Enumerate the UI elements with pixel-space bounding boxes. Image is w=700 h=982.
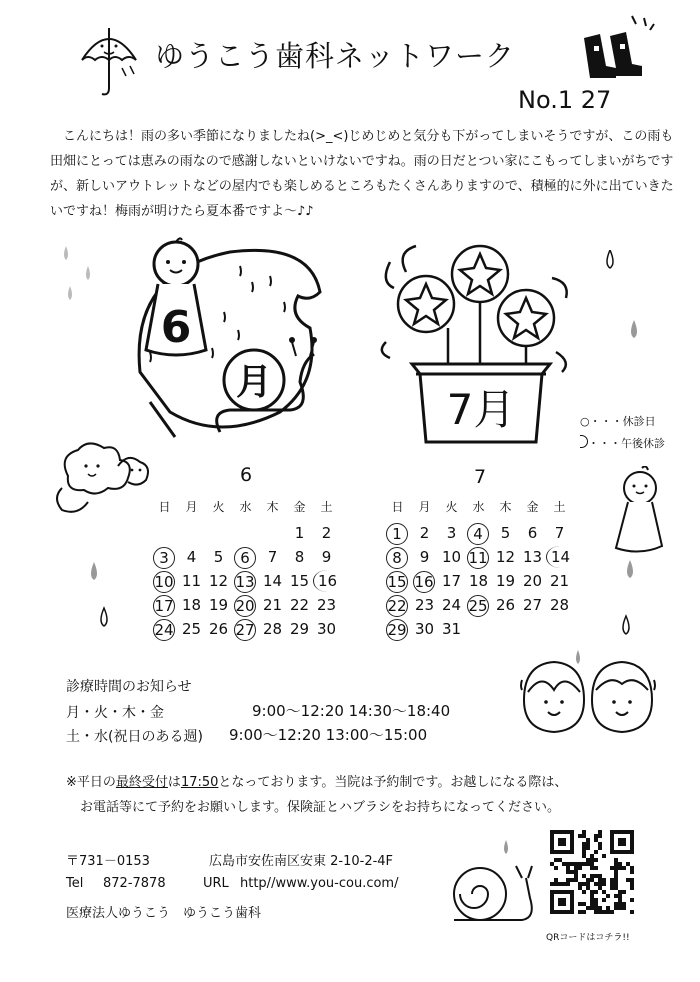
rain-boots-icon (570, 14, 670, 84)
qr-module (614, 878, 618, 882)
qr-module (586, 862, 590, 866)
appointment-notice (66, 770, 686, 820)
qr-module (554, 866, 558, 870)
july-day-30: 30 (414, 620, 435, 638)
teru-teru-bozu-icon (606, 466, 666, 556)
qr-module (590, 894, 594, 898)
qr-module (586, 838, 590, 842)
june-day-11: 11 (181, 572, 202, 590)
qr-module (566, 870, 570, 874)
qr-module (578, 866, 582, 870)
issue-number: No.1 27 (518, 86, 612, 114)
qr-module (566, 882, 570, 886)
july-weekday-header: 木 (499, 500, 512, 514)
qr-module (606, 910, 610, 914)
qr-module (614, 882, 618, 886)
qr-module (582, 834, 586, 838)
june-leaf-number: 6 (160, 302, 192, 353)
qr-module (582, 902, 586, 906)
qr-module (558, 882, 562, 886)
notice-mid: は (167, 775, 181, 790)
june-day-25: 25 (181, 620, 202, 638)
qr-module (582, 850, 586, 854)
qr-module (630, 878, 634, 882)
qr-module (598, 906, 602, 910)
notice-time: 17:50 (180, 775, 219, 790)
july-weekday-header: 月 (418, 500, 431, 514)
qr-module (566, 866, 570, 870)
qr-module (630, 870, 634, 874)
july-pot-label: 7月 (446, 385, 516, 434)
july-weekday-header: 土 (553, 500, 566, 514)
qr-module (594, 834, 598, 838)
qr-module (554, 878, 558, 882)
qr-module (590, 874, 594, 878)
qr-module (614, 906, 618, 910)
qr-module (578, 882, 582, 886)
umbrella-icon (74, 20, 144, 100)
june-day-21: 21 (262, 596, 283, 614)
july-weekday-header: 水 (472, 500, 485, 514)
hours-row-saturday-days: 土・水(祝日のある週) (66, 729, 203, 745)
hours-row-weekday-time: 9:00～12:20 14:30～18:40 (252, 702, 451, 720)
qr-module (614, 858, 618, 862)
qr-module (614, 862, 618, 866)
qr-module (618, 862, 622, 866)
june-leaf-illustration (120, 232, 340, 442)
notice-prefix: ※平日の (66, 775, 116, 790)
july-day-31: 31 (441, 620, 462, 638)
qr-module (590, 906, 594, 910)
qr-module (598, 910, 602, 914)
july-weekday-header: 金 (526, 500, 539, 514)
qr-module (590, 898, 594, 902)
qr-module (622, 890, 626, 894)
qr-module (614, 866, 618, 870)
qr-module (582, 854, 586, 858)
contact-tel-label: Tel (66, 876, 84, 891)
june-day-16: 16 (313, 570, 341, 592)
june-day-9: 9 (321, 548, 332, 566)
june-weekday-header: 土 (320, 500, 333, 514)
contact-url-label: URL (203, 876, 229, 891)
raindrop-icon (84, 562, 114, 632)
contact-tel[interactable]: 872-7878 (103, 876, 166, 891)
qr-module (582, 910, 586, 914)
qr-module (570, 878, 574, 882)
july-day-26: 26 (495, 596, 516, 614)
qr-module (566, 862, 570, 866)
qr-module (590, 862, 594, 866)
qr-module (630, 886, 634, 890)
june-calendar-title: 6 (240, 464, 253, 486)
june-day-19: 19 (208, 596, 229, 614)
qr-module (618, 890, 622, 894)
june-day-4: 4 (186, 548, 197, 566)
qr-module (594, 898, 598, 902)
june-day-23: 23 (316, 596, 337, 614)
qr-module (614, 870, 618, 874)
qr-module (574, 862, 578, 866)
qr-module (594, 882, 598, 886)
qr-module (598, 882, 602, 886)
july-weekday-header: 火 (445, 500, 458, 514)
qr-module (610, 866, 614, 870)
qr-module (554, 882, 558, 886)
qr-module (578, 834, 582, 838)
june-day-17: 17 (154, 597, 174, 615)
qr-module (562, 862, 566, 866)
contact-address: 広島市安佐南区安東 2-10-2-4F (209, 854, 394, 869)
june-day-22: 22 (289, 596, 310, 614)
june-calendar (151, 498, 340, 648)
july-day-12: 12 (495, 548, 516, 566)
hours-title: 診療時間のお知らせ (66, 679, 192, 695)
qr-module (610, 910, 614, 914)
june-weekday-header: 金 (293, 500, 306, 514)
qr-module (586, 882, 590, 886)
july-day-3: 3 (446, 524, 457, 542)
july-day-4: 4 (467, 523, 489, 545)
notice-last-reception: 最終受付 (115, 775, 168, 790)
qr-module (594, 858, 598, 862)
qr-module (614, 874, 618, 878)
june-day-20: 20 (235, 597, 255, 615)
qr-module (582, 862, 586, 866)
june-day-12: 12 (208, 572, 229, 590)
june-day-15: 15 (289, 572, 310, 590)
june-day-5: 5 (213, 548, 224, 566)
contact-clinic-name: 医療法人ゆうこう ゆうこう歯科 (66, 906, 262, 921)
qr-module (618, 866, 622, 870)
june-day-10: 10 (154, 573, 174, 591)
qr-module (558, 858, 562, 862)
qr-module (602, 878, 606, 882)
qr-module (582, 830, 586, 834)
qr-module (590, 858, 594, 862)
july-day-25: 25 (468, 597, 488, 615)
june-weekday-header: 水 (239, 500, 252, 514)
qr-module (630, 882, 634, 886)
july-day-2: 2 (419, 524, 430, 542)
qr-module (574, 870, 578, 874)
qr-module (586, 858, 590, 862)
qr-module (630, 910, 634, 914)
qr-module (602, 854, 606, 858)
qr-module (602, 898, 606, 902)
july-day-24: 24 (441, 596, 462, 614)
june-day-28: 28 (262, 620, 283, 638)
qr-module (598, 834, 602, 838)
july-calendar (384, 498, 573, 648)
qr-module (606, 906, 610, 910)
qr-module (598, 846, 602, 850)
qr-module (590, 902, 594, 906)
july-day-20: 20 (522, 572, 543, 590)
qr-module (578, 902, 582, 906)
july-day-15: 15 (387, 573, 407, 591)
qr-module (602, 910, 606, 914)
qr-module (598, 874, 602, 878)
june-day-27: 27 (235, 621, 255, 639)
qr-module (586, 846, 590, 850)
qr-module (566, 878, 570, 882)
qr-module (614, 894, 618, 898)
legend-closed: ○・・・休診日 (580, 415, 656, 428)
qr-module (594, 910, 598, 914)
june-day-6: 6 (234, 547, 256, 569)
qr-module (626, 862, 630, 866)
july-day-27: 27 (522, 596, 543, 614)
june-day-30: 30 (316, 620, 337, 638)
qr-module (574, 878, 578, 882)
hydrangea-icon (48, 436, 158, 516)
intro-text: こんにちは！雨の多い季節になりましたね(>_<)じめじめと気分も下がってしまいそうですが、この雨も田畑にとっては恵みの雨なので感謝しないといけないですね。雨の日だとつい家にこもってしまいがちですが、新しいアウトレットなどの屋内でも楽しめるところもたくさんありますので、積極的に外に出ていきたいですね！梅雨が明けたら夏本番ですよ～♪♪ (50, 129, 674, 219)
july-day-18: 18 (468, 572, 489, 590)
july-morning-glory-illustration (376, 232, 586, 452)
qr-module (598, 842, 602, 846)
legend-half-text: ・・・午後休診 (588, 437, 665, 450)
contact-postal: 〒731－0153 (66, 854, 150, 869)
july-calendar-title: 7 (474, 466, 487, 488)
qr-module (618, 898, 622, 902)
qr-module (630, 898, 634, 902)
qr-module (594, 874, 598, 878)
qr-module (574, 866, 578, 870)
qr-module (598, 878, 602, 882)
june-day-13: 13 (235, 573, 255, 591)
qr-module (614, 886, 618, 890)
july-day-8: 8 (386, 547, 408, 569)
qr-module (594, 902, 598, 906)
qr-module (598, 830, 602, 834)
qr-module (586, 906, 590, 910)
raindrop-icon (600, 250, 650, 350)
qr-module (582, 874, 586, 878)
qr-module (590, 890, 594, 894)
qr-code-label: QRコードはコチラ!! (546, 933, 630, 943)
qr-module (578, 862, 582, 866)
qr-module (590, 866, 594, 870)
qr-module (622, 902, 626, 906)
qr-module (570, 862, 574, 866)
qr-module (550, 882, 554, 886)
qr-module (586, 886, 590, 890)
notice-line-1 (66, 770, 686, 795)
qr-module (586, 842, 590, 846)
july-day-29: 29 (387, 621, 407, 639)
july-day-16: 16 (414, 573, 434, 591)
july-day-10: 10 (441, 548, 462, 566)
june-weekday-header: 日 (158, 500, 171, 514)
half-day-icon (580, 435, 588, 448)
june-weekday-header: 火 (212, 500, 225, 514)
june-day-2: 2 (321, 524, 332, 542)
july-day-1: 1 (386, 523, 408, 545)
qr-module (622, 906, 626, 910)
qr-module (582, 842, 586, 846)
qr-module (594, 906, 598, 910)
july-day-28: 28 (549, 596, 570, 614)
june-day-24: 24 (154, 621, 174, 639)
qr-module (562, 882, 566, 886)
hours-row-saturday-time: 9:00～12:20 13:00～15:00 (229, 726, 428, 744)
qr-module (574, 874, 578, 878)
qr-module (594, 866, 598, 870)
newsletter-title: ゆうこう歯科ネットワーク (155, 39, 516, 73)
raindrop-icon (58, 246, 118, 306)
july-day-23: 23 (414, 596, 435, 614)
qr-module (610, 882, 614, 886)
qr-module (610, 886, 614, 890)
qr-module (554, 858, 558, 862)
july-day-7: 7 (554, 524, 565, 542)
qr-module (618, 902, 622, 906)
legend-half (580, 435, 665, 451)
qr-module (614, 902, 618, 906)
june-day-3: 3 (153, 547, 175, 569)
qr-module (582, 890, 586, 894)
july-weekday-header: 日 (391, 500, 404, 514)
qr-module (590, 878, 594, 882)
qr-module (594, 890, 598, 894)
july-day-9: 9 (419, 548, 430, 566)
qr-module (594, 838, 598, 842)
qr-module (618, 906, 622, 910)
qr-module (570, 870, 574, 874)
qr-module (582, 846, 586, 850)
june-day-26: 26 (208, 620, 229, 638)
children-faces-illustration (514, 650, 664, 740)
qr-module (578, 886, 582, 890)
qr-code[interactable] (550, 830, 634, 914)
july-day-11: 11 (468, 549, 488, 567)
june-day-1: 1 (294, 524, 305, 542)
qr-module (602, 890, 606, 894)
qr-module (586, 878, 590, 882)
snail-icon (440, 838, 540, 928)
qr-module (550, 862, 554, 866)
qr-module (578, 910, 582, 914)
qr-module (598, 886, 602, 890)
qr-module (618, 894, 622, 898)
raindrop-icon (616, 560, 646, 640)
qr-module (622, 866, 626, 870)
june-leaf-month: 月 (235, 362, 273, 403)
hours-row-weekday-days: 月・火・木・金 (66, 705, 164, 721)
qr-module (582, 882, 586, 886)
qr-module (602, 882, 606, 886)
notice-line-2: お電話等にて予約をお願いします。保険証とハブラシをお持ちになってください。 (80, 800, 560, 815)
intro-paragraph (50, 124, 680, 224)
july-day-17: 17 (441, 572, 462, 590)
july-day-13: 13 (522, 548, 543, 566)
notice-rest: となっております。当院は予約制です。お越しになる際は、 (218, 775, 568, 790)
qr-module (630, 866, 634, 870)
qr-module (594, 850, 598, 854)
june-day-29: 29 (289, 620, 310, 638)
qr-module (590, 854, 594, 858)
june-day-14: 14 (262, 572, 283, 590)
qr-module (606, 894, 610, 898)
july-day-5: 5 (500, 524, 511, 542)
july-day-19: 19 (495, 572, 516, 590)
june-weekday-header: 木 (266, 500, 279, 514)
june-day-8: 8 (294, 548, 305, 566)
july-day-22: 22 (387, 597, 407, 615)
june-day-7: 7 (267, 548, 278, 566)
contact-url[interactable]: http//www.you-cou.com/ (240, 876, 399, 891)
july-day-6: 6 (527, 524, 538, 542)
june-weekday-header: 月 (185, 500, 198, 514)
july-day-14: 14 (546, 546, 574, 568)
qr-module (626, 878, 630, 882)
june-day-18: 18 (181, 596, 202, 614)
july-day-21: 21 (549, 572, 570, 590)
qr-module (610, 878, 614, 882)
